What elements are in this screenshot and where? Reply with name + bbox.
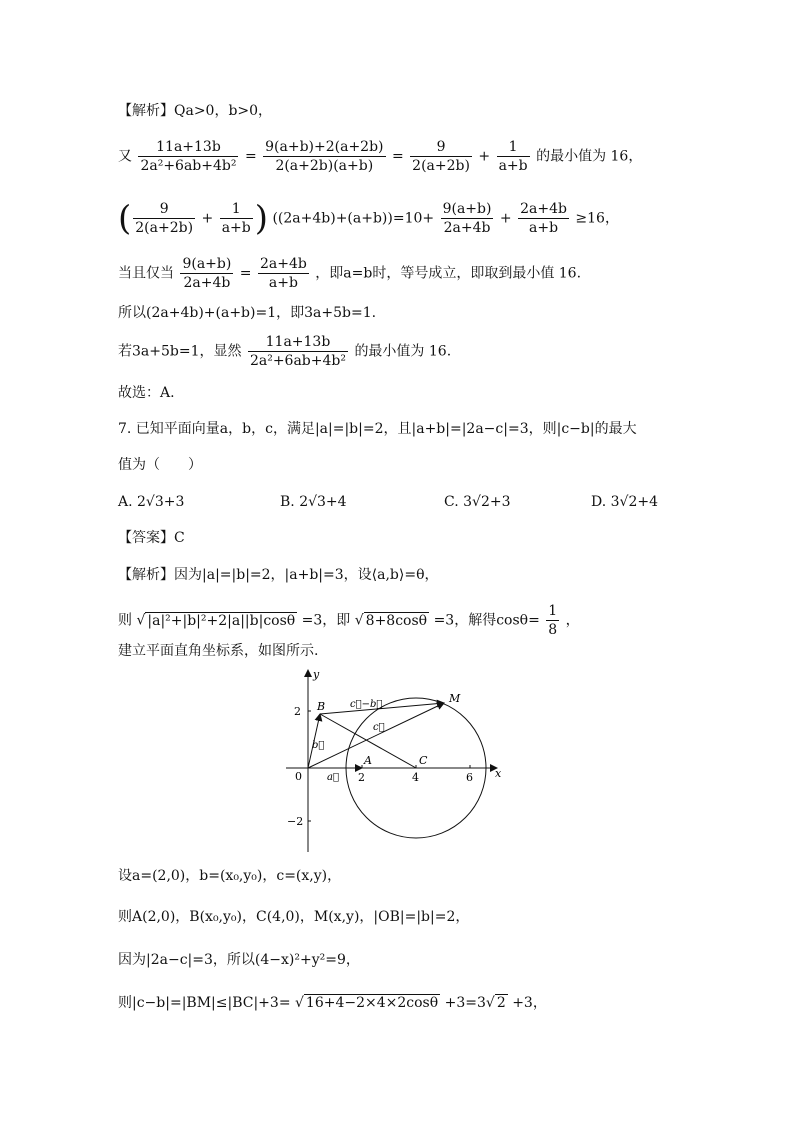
option-a: A. 2√3+3 [118,494,185,510]
sqrt-sign: √ [136,612,146,629]
denominator: 2a+4b [183,275,231,291]
sqrt-sign: √ [354,612,364,629]
fraction [138,138,238,175]
text: =3，即 [301,612,351,629]
numerator: 11a+13b [248,333,348,352]
option-b: B. 2√3+4 [280,494,347,510]
sqrt-content: 2 [496,995,506,1011]
numerator: 2a+4b [520,201,567,217]
text: +3=3 [444,995,486,1011]
label-vector-a: a⃗ [327,772,339,783]
numerator: 1 [548,603,558,619]
label-vector-c-minus-b: c⃗−b⃗ [350,699,383,710]
text: +3， [512,995,547,1011]
solution-line-6 [118,333,451,370]
numerator: 2a+4b [259,256,307,272]
solution-line-2 [118,138,642,175]
fraction [441,200,494,237]
solution-line-5 [118,303,376,323]
numerator: 11a+13b [138,138,238,157]
text: 值为（ ） [118,457,202,473]
text: 所以(2a+4b)+(a+b)=1，即3a+5b=1. [118,305,377,321]
text: 则A(2,0)，B(x₀,y₀)，C(4,0)，M(x,y)，|OB|=|b|=2， [118,909,470,925]
text: 的最小值为 16. [354,343,452,360]
label-tick-y2: 2 [294,705,301,718]
numerator: 9(a+b)+2(a+2b) [265,139,384,155]
analysis-line-6 [118,950,360,970]
fraction [546,602,559,639]
solution-line-7 [118,383,175,403]
label-tick-x4: 4 [412,771,419,784]
text: + [201,210,214,227]
fraction [410,138,472,175]
denominator: a+b [529,220,559,236]
text: + [478,148,491,165]
denominator: a+b [268,275,298,291]
denominator: 2a²+6ab+4b² [140,158,237,174]
denominator: 8 [548,622,558,638]
text: 的最小值为 16， [536,148,643,165]
solution-line-1 [118,101,272,121]
fraction [248,333,348,370]
sqrt-content: 8+8cosθ [365,612,428,629]
label-y-axis: y [313,668,320,681]
fraction [263,138,385,175]
label-tick-x6: 6 [466,771,473,784]
option-d: D. 3√2+4 [591,494,658,510]
sqrt-sign: √ [295,995,304,1011]
text: 设a=(2,0)，b=(x₀,y₀)，c=(x,y)， [118,868,342,884]
analysis-line-1 [118,565,439,585]
solution-line-4 [118,255,581,292]
fraction [133,200,195,237]
denominator: 2a²+6ab+4b² [249,353,346,369]
fraction [180,255,233,292]
text: = [244,148,257,165]
sqrt-sign: √ [485,995,495,1011]
label-tick-x2: 2 [358,771,365,784]
text: 若3a+5b=1，显然 [118,343,242,360]
text: 则 [118,612,132,629]
text: ， [565,612,580,629]
denominator: 2a+4b [443,220,491,236]
numerator: 1 [220,200,253,219]
text: 又 [118,148,132,165]
text: 故选：A. [118,385,175,401]
denominator: 2(a+2b) [135,220,194,236]
label-point-c: C [419,754,428,767]
label-vector-c: c⃗ [373,722,385,733]
numerator: 9 [410,138,472,157]
sqrt-content: |a|²+|b|²+2|a||b|cosθ [147,612,296,629]
label-tick-ym2: −2 [287,815,304,828]
text: ((2a+4b)+(a+b))=10+ [272,210,435,227]
denominator: 2(a+2b)(a+b) [275,158,374,174]
text: 建立平面直角坐标系，如图所示. [118,643,319,659]
numerator: 9(a+b) [442,201,492,217]
options-row [118,492,678,512]
answer-line [118,528,185,548]
text: 【解析】Qa>0，b>0， [118,103,273,119]
text: 【解析】因为|a|=|b|=2，|a+b|=3，设⟨a,b⟩=θ， [118,567,439,583]
label-point-b: B [317,700,326,713]
fraction [497,138,530,175]
question-line-2 [118,455,202,475]
denominator: 2(a+2b) [412,158,470,174]
label-point-a: A [364,754,372,767]
text: ，即a=b时，等号成立，即取到最小值 16. [315,265,582,282]
text: =3，解得cosθ= [433,612,540,629]
text: 7. 已知平面向量a，b，c，满足|a|=|b|=2，且|a+b|=|2a−c|=3，则|c−b|的最大 [118,421,637,437]
analysis-line-4 [118,866,341,886]
fraction [220,200,253,237]
analysis-line-7 [118,993,547,1013]
denominator: a+b [498,158,528,174]
label-vector-b: b⃗ [312,740,325,751]
numerator: 9 [133,200,195,219]
label-origin: 0 [295,770,302,783]
analysis-line-3 [118,641,318,661]
analysis-line-2 [118,602,580,639]
numerator: 1 [497,138,530,157]
text: 当且仅当 [118,265,174,282]
question-line-1 [118,419,637,439]
text: ≥16， [575,210,619,227]
fraction [258,255,309,292]
text: + [499,210,512,227]
numerator: 9(a+b) [182,256,232,272]
text: 【答案】C [118,530,185,546]
label-point-m: M [449,692,461,705]
fraction [518,200,569,237]
analysis-line-5 [118,907,469,927]
text: = [391,148,404,165]
paren-open: ( [118,198,132,239]
text: 则|c−b|=|BM|≤|BC|+3= [118,995,291,1011]
coordinate-figure [282,666,512,856]
paren-close: ) [254,198,268,239]
solution-line-3 [118,200,619,237]
sqrt-content: 16+4−2×4×2cosθ [305,995,439,1011]
label-x-axis: x [495,767,502,780]
option-c: C. 3√2+3 [444,494,511,510]
text: = [239,265,252,282]
denominator: a+b [221,220,251,236]
text: 因为|2a−c|=3，所以(4−x)²+y²=9， [118,952,360,968]
